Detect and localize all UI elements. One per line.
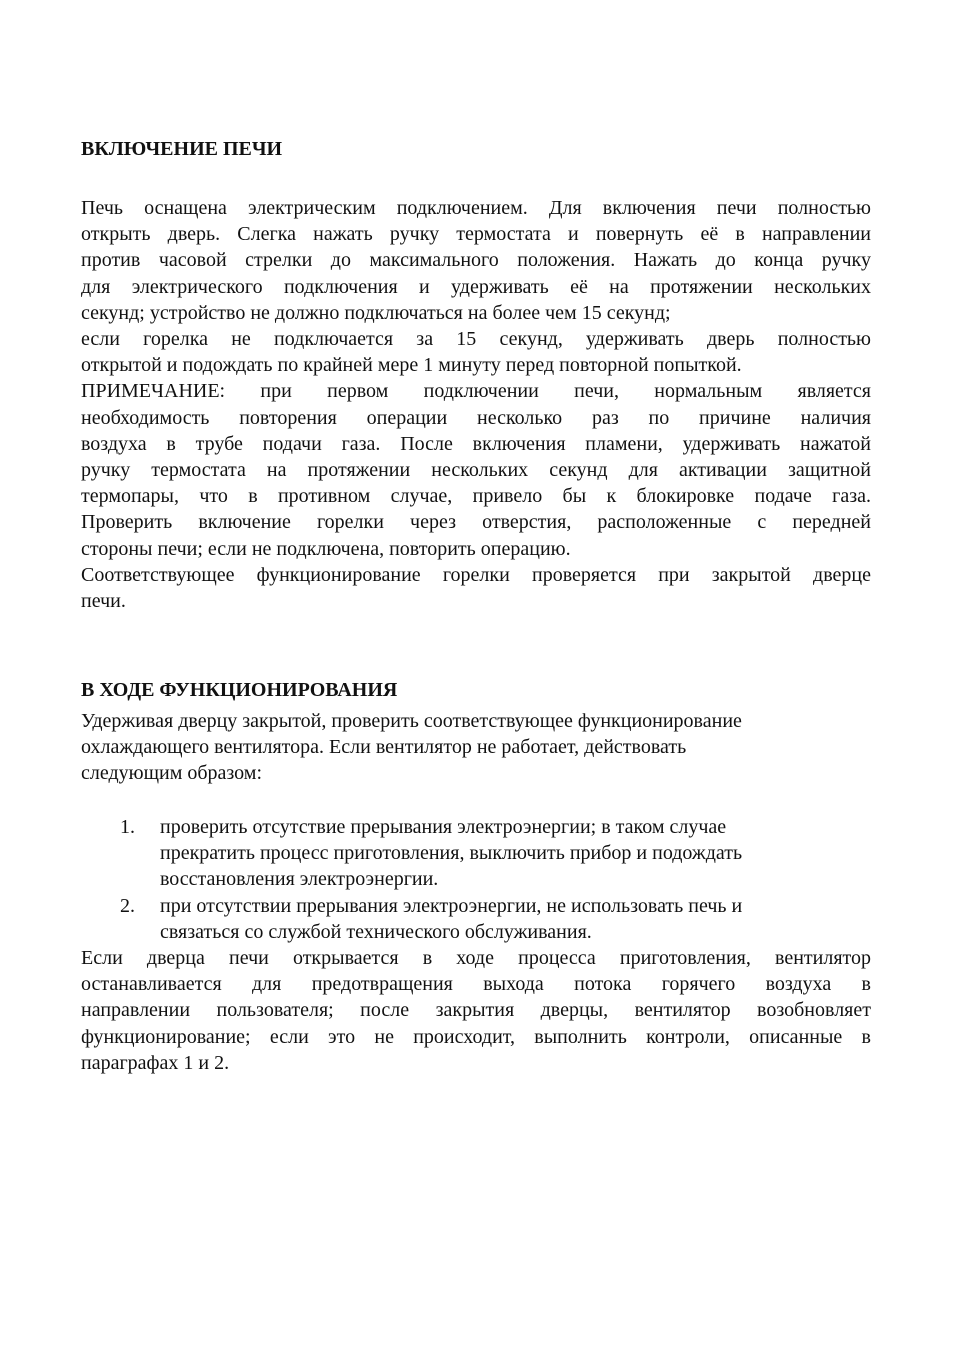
text-line: Соответствующее функционирование горелки проверяется при закрытой дверце [81, 563, 871, 586]
text-line: направлении пользователя; после закрытия дверцы, вентилятор возобновляет [81, 999, 871, 1022]
text-line: секунд; устройство не должно подключаться на более чем 15 секунд; [81, 301, 671, 324]
text-line: связаться со службой технического обслуживания. [160, 920, 592, 943]
text-line: останавливается для предотвращения выхода потока горячего воздуха в [81, 973, 871, 996]
text-line: открыть дверь. Слегка нажать ручку термостата и повернуть её в направлении [81, 223, 871, 246]
list-item [120, 893, 860, 945]
operation-intro-paragraph [81, 708, 871, 787]
text-line: параграфах 1 и 2. [81, 1051, 230, 1074]
text-line: если горелка не подключается за 15 секунд, удерживать дверь полностью [81, 328, 871, 351]
text-line: Удерживая дверцу закрытой, проверить соответствующее функционирование [81, 710, 742, 732]
troubleshooting-list [120, 814, 860, 945]
text-line: Проверить включение горелки через отверстия, расположенные с передней [81, 511, 871, 534]
oven-ignition-paragraph [81, 195, 871, 614]
list-item [120, 814, 860, 893]
text-line: функционирование; если это не происходит, выполнить контроли, описанные в [81, 1025, 871, 1048]
door-open-paragraph [81, 945, 871, 1076]
section-heading-oven-ignition: ВКЛЮЧЕНИЕ ПЕЧИ [81, 138, 283, 160]
text-line: термопары, что в противном случае, привело бы к блокировке подаче газа. [81, 485, 871, 508]
text-line: против часовой стрелки до максимального положения. Нажать до конца ручку [81, 249, 871, 272]
list-item-number: 2. [120, 894, 135, 917]
text-line: прекратить процесс приготовления, выключить прибор и подождать [160, 842, 743, 865]
section-heading-during-operation: В ХОДЕ ФУНКЦИОНИРОВАНИЯ [81, 679, 398, 701]
text-line: проверить отсутствие прерывания электроэнергии; в таком случае [160, 816, 727, 838]
text-line: следующим образом: [81, 762, 263, 785]
text-line: восстановления электроэнергии. [160, 868, 439, 891]
text-line: ПРИМЕЧАНИЕ: при первом подключении печи, нормальным является [81, 380, 871, 403]
text-line: воздуха в трубе подачи газа. После включения пламени, удерживать нажатой [81, 432, 871, 455]
text-line: печи. [81, 590, 126, 613]
text-line: открытой и подождать по крайней мере 1 минуту перед повторной попыткой. [81, 354, 742, 377]
list-item-number: 1. [120, 816, 135, 838]
text-line: необходимость повторения операции несколько раз по причине наличия [81, 406, 871, 429]
text-line: стороны печи; если не подключена, повторить операцию. [81, 537, 571, 560]
text-line: охлаждающего вентилятора. Если вентилятор не работает, действовать [81, 736, 687, 759]
text-line: Если дверца печи открывается в ходе процесса приготовления, вентилятор [81, 947, 871, 969]
text-line: ручку термостата на протяжении нескольких секунд для активации защитной [81, 459, 871, 482]
text-line: для электрического подключения и удерживать её на протяжении нескольких [81, 275, 871, 298]
text-line: Печь оснащена электрическим подключением. Для включения печи полностью [81, 197, 871, 219]
text-line: при отсутствии прерывания электроэнергии, не использовать печь и [160, 894, 743, 917]
